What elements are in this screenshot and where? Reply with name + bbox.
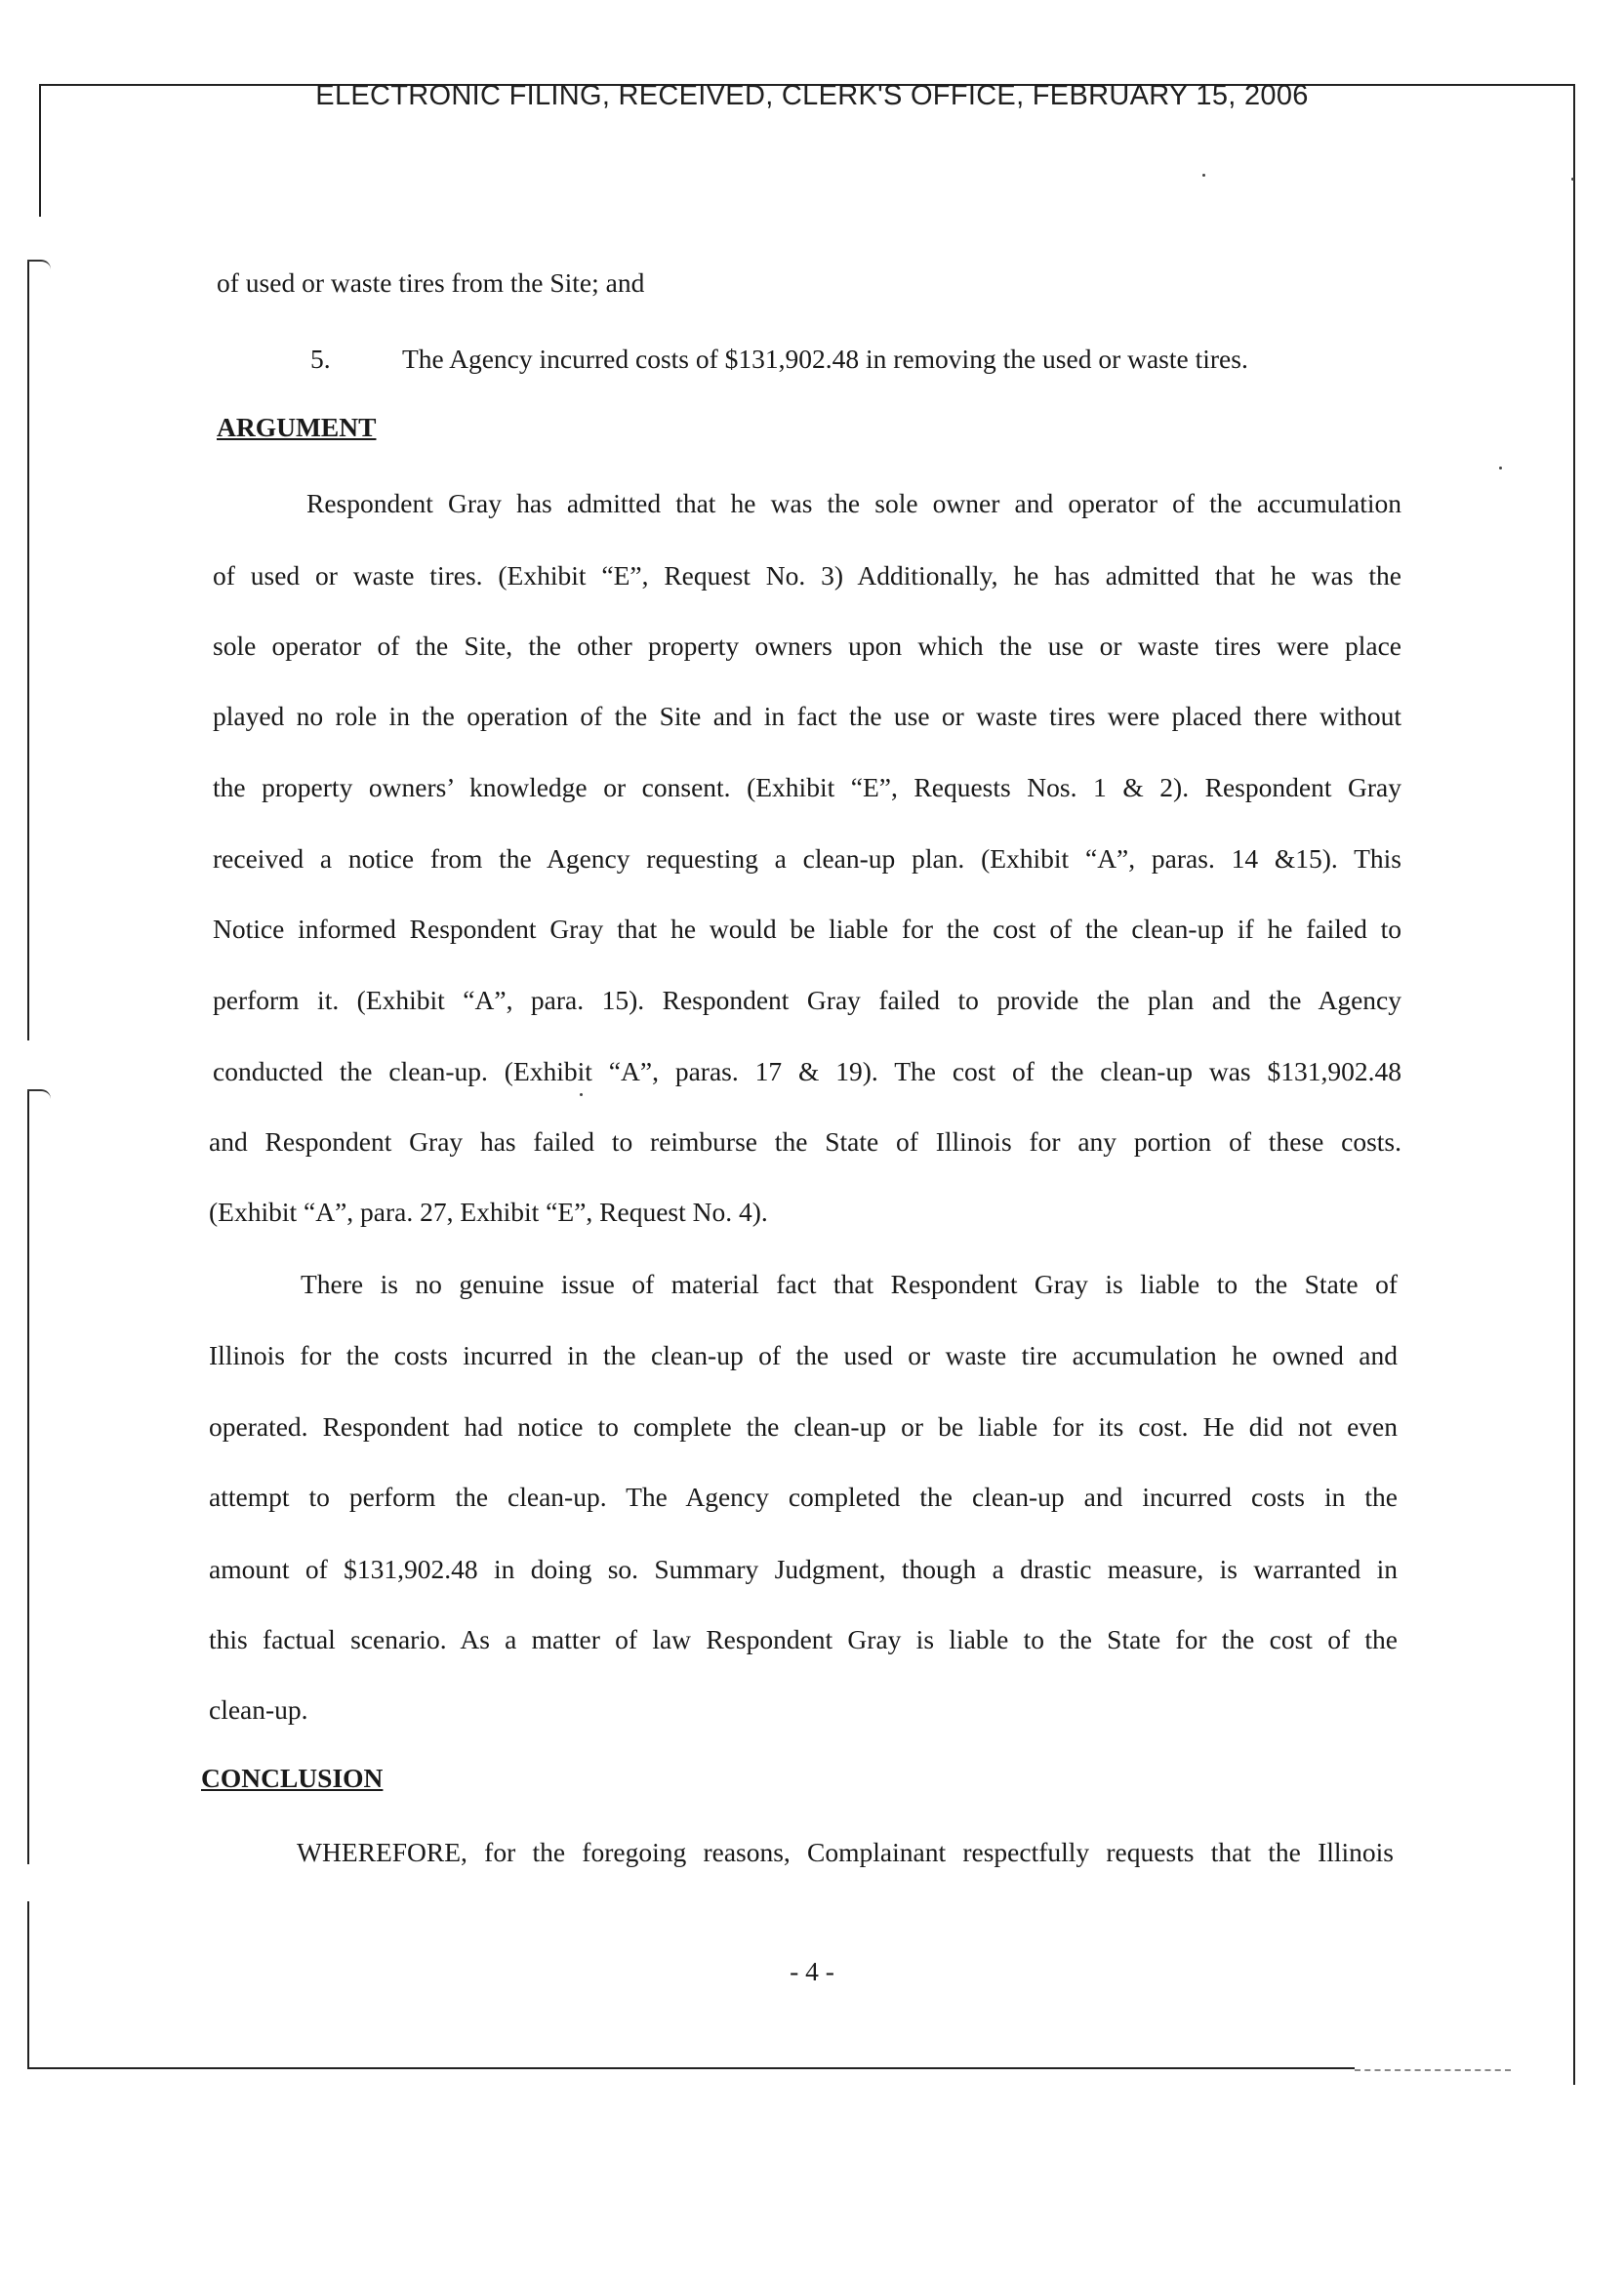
item-5-number: 5. (310, 344, 331, 374)
argument-p1-line: (Exhibit “A”, para. 27, Exhibit “E”, Request No. 4). (209, 1197, 768, 1227)
scan-frame-bottom-line (1355, 2069, 1511, 2071)
scan-frame-bottom-line (27, 2067, 1355, 2069)
argument-p2-line: Illinois for the costs incurred in the clean-up of the used or waste tire accumulation he owned and (209, 1340, 1398, 1370)
scan-speck (580, 1093, 583, 1096)
argument-p1-line: and Respondent Gray has failed to reimburse the State of Illinois for any portion of these costs. (209, 1126, 1401, 1157)
argument-p1-line: perform it. (Exhibit “A”, para. 15). Respondent Gray failed to provide the plan and the Agency (213, 985, 1401, 1015)
scan-frame-left-line (27, 262, 29, 1040)
argument-p1-line: conducted the clean-up. (Exhibit “A”, paras. 17 & 19). The cost of the clean-up was $131,902.48 (213, 1056, 1401, 1086)
conclusion-p1-line: WHEREFORE, for the foregoing reasons, Complainant respectfully requests that the Illinois (297, 1837, 1394, 1867)
filing-stamp-header: ELECTRONIC FILING, RECEIVED, CLERK'S OFFICE, FEBRUARY 15, 2006 (315, 80, 1309, 111)
argument-p1-line: Notice informed Respondent Gray that he would be liable for the cost of the clean-up if he failed to (213, 914, 1401, 944)
argument-p2-line: clean-up. (209, 1694, 308, 1725)
continuation-line: of used or waste tires from the Site; and (217, 267, 645, 298)
conclusion-heading: CONCLUSION (201, 1763, 384, 1793)
argument-p1-line: Respondent Gray has admitted that he was the sole owner and operator of the accumulation (306, 488, 1401, 518)
scan-frame-left-line (27, 1091, 29, 1864)
argument-p2-line: There is no genuine issue of material fact that Respondent Gray is liable to the State of (301, 1269, 1398, 1299)
page-number: - 4 - (790, 1956, 834, 1986)
argument-heading: ARGUMENT (217, 412, 377, 442)
scan-binding-mark (27, 1089, 51, 1099)
argument-p2-line: attempt to perform the clean-up. The Agency completed the clean-up and incurred costs in the (209, 1482, 1398, 1512)
scan-binding-mark (27, 260, 51, 269)
argument-p2-line: this factual scenario. As a matter of law Respondent Gray is liable to the State for the cost of the (209, 1624, 1398, 1654)
scan-speck (1499, 467, 1502, 469)
item-5-text: The Agency incurred costs of $131,902.48 in removing the used or waste tires. (402, 344, 1248, 374)
argument-p2-line: operated. Respondent had notice to complete the clean-up or be liable for its cost. He did not even (209, 1411, 1398, 1442)
argument-p1-line: played no role in the operation of the Site and in fact the use or waste tires were placed there without (213, 701, 1401, 731)
scan-speck (1202, 174, 1205, 177)
argument-p1-line: received a notice from the Agency requesting a clean-up plan. (Exhibit “A”, paras. 14 &15). This (213, 843, 1401, 874)
argument-p1-line: sole operator of the Site, the other property owners upon which the use or waste tires were place (213, 631, 1401, 661)
argument-p1-line: the property owners’ knowledge or consent. (Exhibit “E”, Requests Nos. 1 & 2). Respondent Gray (213, 772, 1401, 802)
argument-p2-line: amount of $131,902.48 in doing so. Summary Judgment, though a drastic measure, is warranted in (209, 1554, 1398, 1584)
scan-frame-right-line (1573, 84, 1575, 2085)
argument-p1-line: of used or waste tires. (Exhibit “E”, Request No. 3) Additionally, he has admitted that he was the (213, 560, 1401, 591)
scan-speck (1571, 178, 1574, 181)
